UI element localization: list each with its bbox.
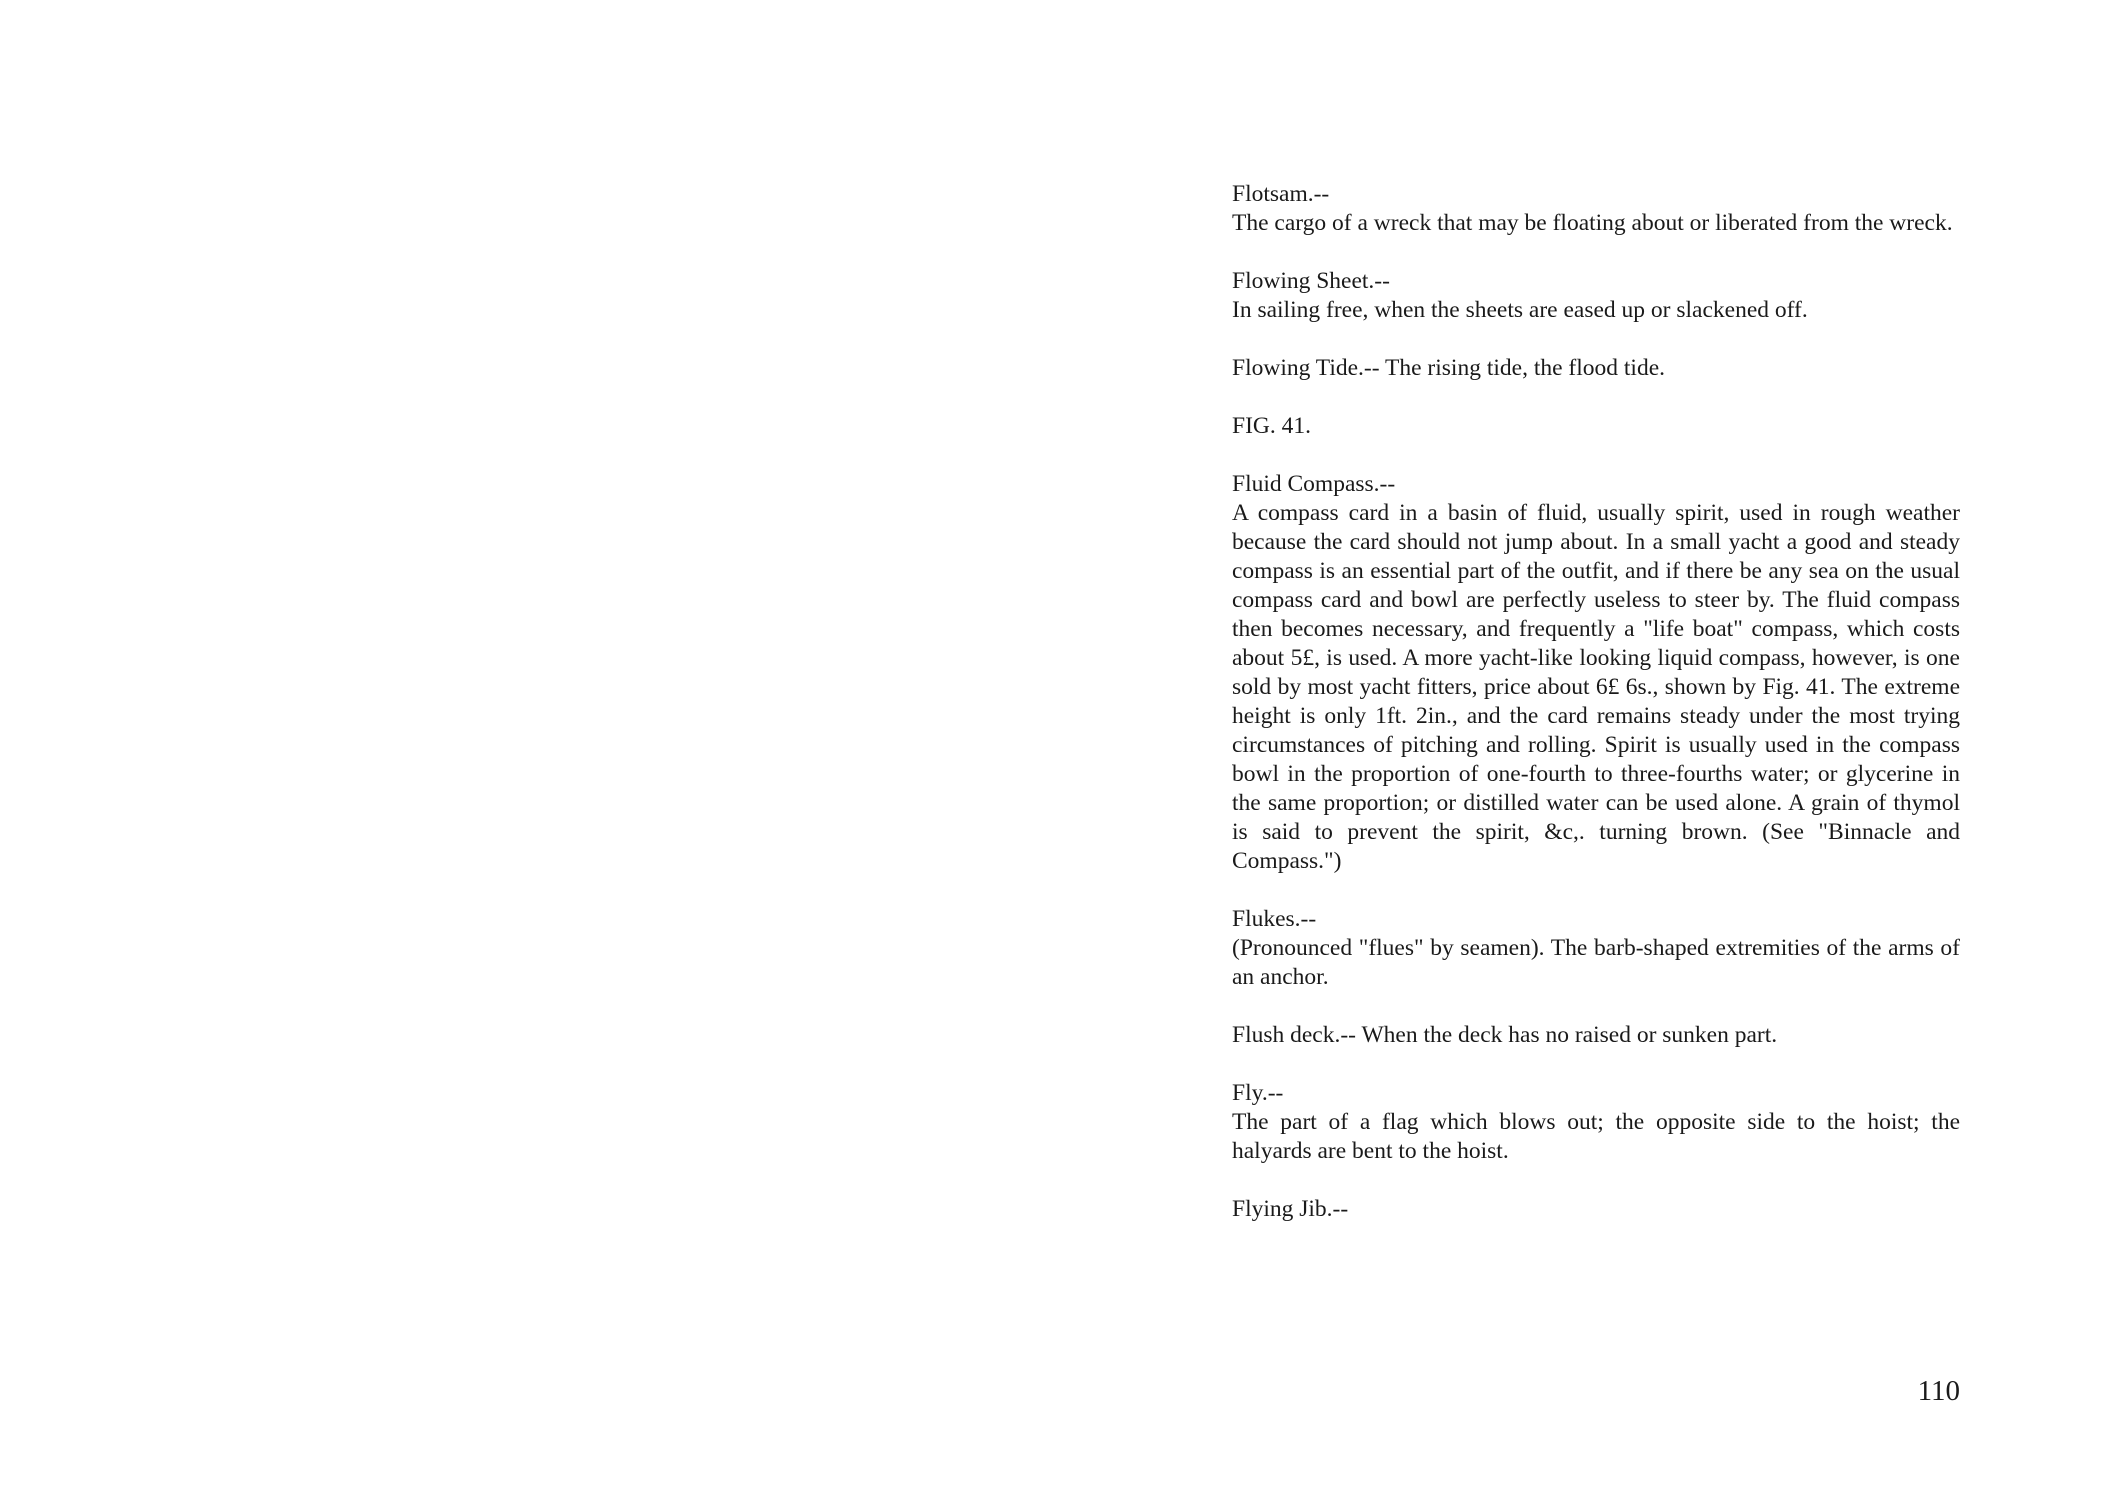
entry-definition: In sailing free, when the sheets are eased up or slackened off. <box>1232 297 1808 323</box>
figure-caption <box>1232 412 1960 441</box>
entry-flowing-sheet <box>1232 267 1960 325</box>
entry-term: Fluid Compass.-- <box>1232 471 1396 497</box>
entry-term: Fly.-- <box>1232 1080 1284 1106</box>
page-number: 110 <box>1917 1375 1960 1407</box>
entry-line: Flush deck.-- When the deck has no raised or sunken part. <box>1232 1022 1778 1048</box>
entry-flotsam <box>1232 180 1960 238</box>
entry-flush-deck <box>1232 1021 1960 1050</box>
entry-term: Flotsam.-- <box>1232 181 1330 207</box>
entry-term: Flowing Sheet.-- <box>1232 268 1390 294</box>
figure-label: FIG. 41. <box>1232 413 1311 439</box>
entry-definition: (Pronounced "flues" by seamen). The barb-shaped extremities of the arms of an anchor. <box>1232 935 1960 990</box>
entry-flukes <box>1232 905 1960 992</box>
page-text-column <box>1232 180 1960 1253</box>
entry-flying-jib <box>1232 1195 1960 1224</box>
entry-fluid-compass <box>1232 470 1960 876</box>
entry-term: Flying Jib.-- <box>1232 1196 1349 1222</box>
entry-flowing-tide <box>1232 354 1960 383</box>
entry-fly <box>1232 1079 1960 1166</box>
entry-line: Flowing Tide.-- The rising tide, the flood tide. <box>1232 355 1665 381</box>
entry-definition: The cargo of a wreck that may be floating about or liberated from the wreck. <box>1232 210 1953 236</box>
entry-definition: A compass card in a basin of fluid, usually spirit, used in rough weather because the card should not jump about. In a small yacht a good and steady compass is an essential part of the outfit, and if there be any sea on the usual compass card and bowl are perfectly useless to steer by. The fluid compass then becomes necessary, and frequently a "life boat" compass, which costs about 5£, is used. A more yacht-like looking liquid compass, however, is one sold by most yacht fitters, price about 6£ 6s., shown by Fig. 41. The extreme height is only 1ft. 2in., and the card remains steady under the most trying circumstances of pitching and rolling. Spirit is usually used in the compass bowl in the proportion of one-fourth to three-fourths water; or glycerine in the same proportion; or distilled water can be used alone. A grain of thymol is said to prevent the spirit, &c,. turning brown. (See "Binnacle and Compass.") <box>1232 500 1960 874</box>
entry-definition: The part of a flag which blows out; the opposite side to the hoist; the halyards are bent to the hoist. <box>1232 1109 1960 1164</box>
entry-term: Flukes.-- <box>1232 906 1317 932</box>
